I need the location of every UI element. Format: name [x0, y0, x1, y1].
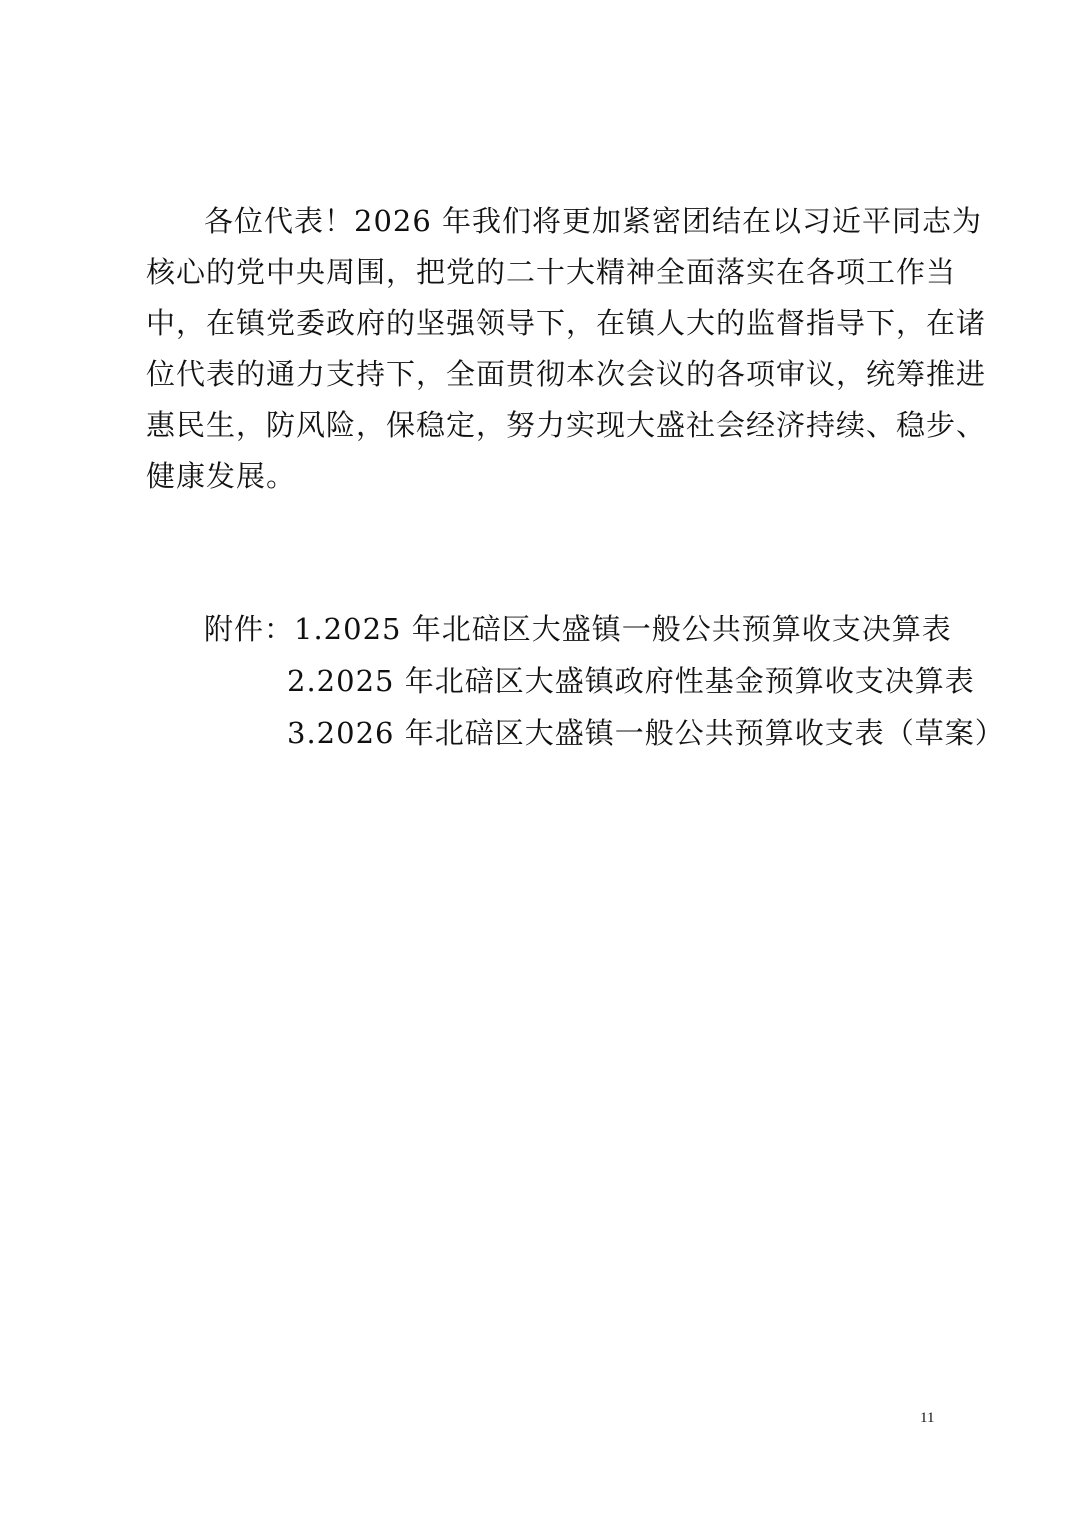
paragraph-line: 核心的党中央周围，把党的二十大精神全面落实在各项工作当: [146, 255, 957, 289]
attachment-title: 1.2025 年北碚区大盛镇一般公共预算收支决算表: [294, 612, 952, 646]
paragraph-line: 中，在镇党委政府的坚强领导下，在镇人大的监督指导下，在诸: [146, 306, 987, 340]
paragraph-line: 惠民生，防风险，保稳定，努力实现大盛社会经济持续、稳步、: [146, 408, 987, 442]
attachment-title: 3.2026 年北碚区大盛镇一般公共预算收支表（草案）: [287, 716, 1005, 750]
paragraph-line: 位代表的通力支持下，全面贯彻本次会议的各项审议，统筹推进: [146, 357, 987, 391]
attachment-item: [204, 707, 1005, 759]
attachments-label: 附件：: [204, 612, 295, 646]
paragraph-line: 健康发展。: [146, 459, 297, 493]
attachment-item: [204, 603, 964, 655]
attachment-title: 2.2025 年北碚区大盛镇政府性基金预算收支决算表: [287, 664, 975, 698]
paragraph-line: 各位代表！2026 年我们将更加紧密团结在以习近平同志为: [204, 204, 983, 238]
closing-paragraph: [146, 196, 987, 502]
attachments-list: [204, 603, 1005, 759]
page-number: 11: [920, 1410, 935, 1426]
attachment-item: [204, 655, 975, 707]
